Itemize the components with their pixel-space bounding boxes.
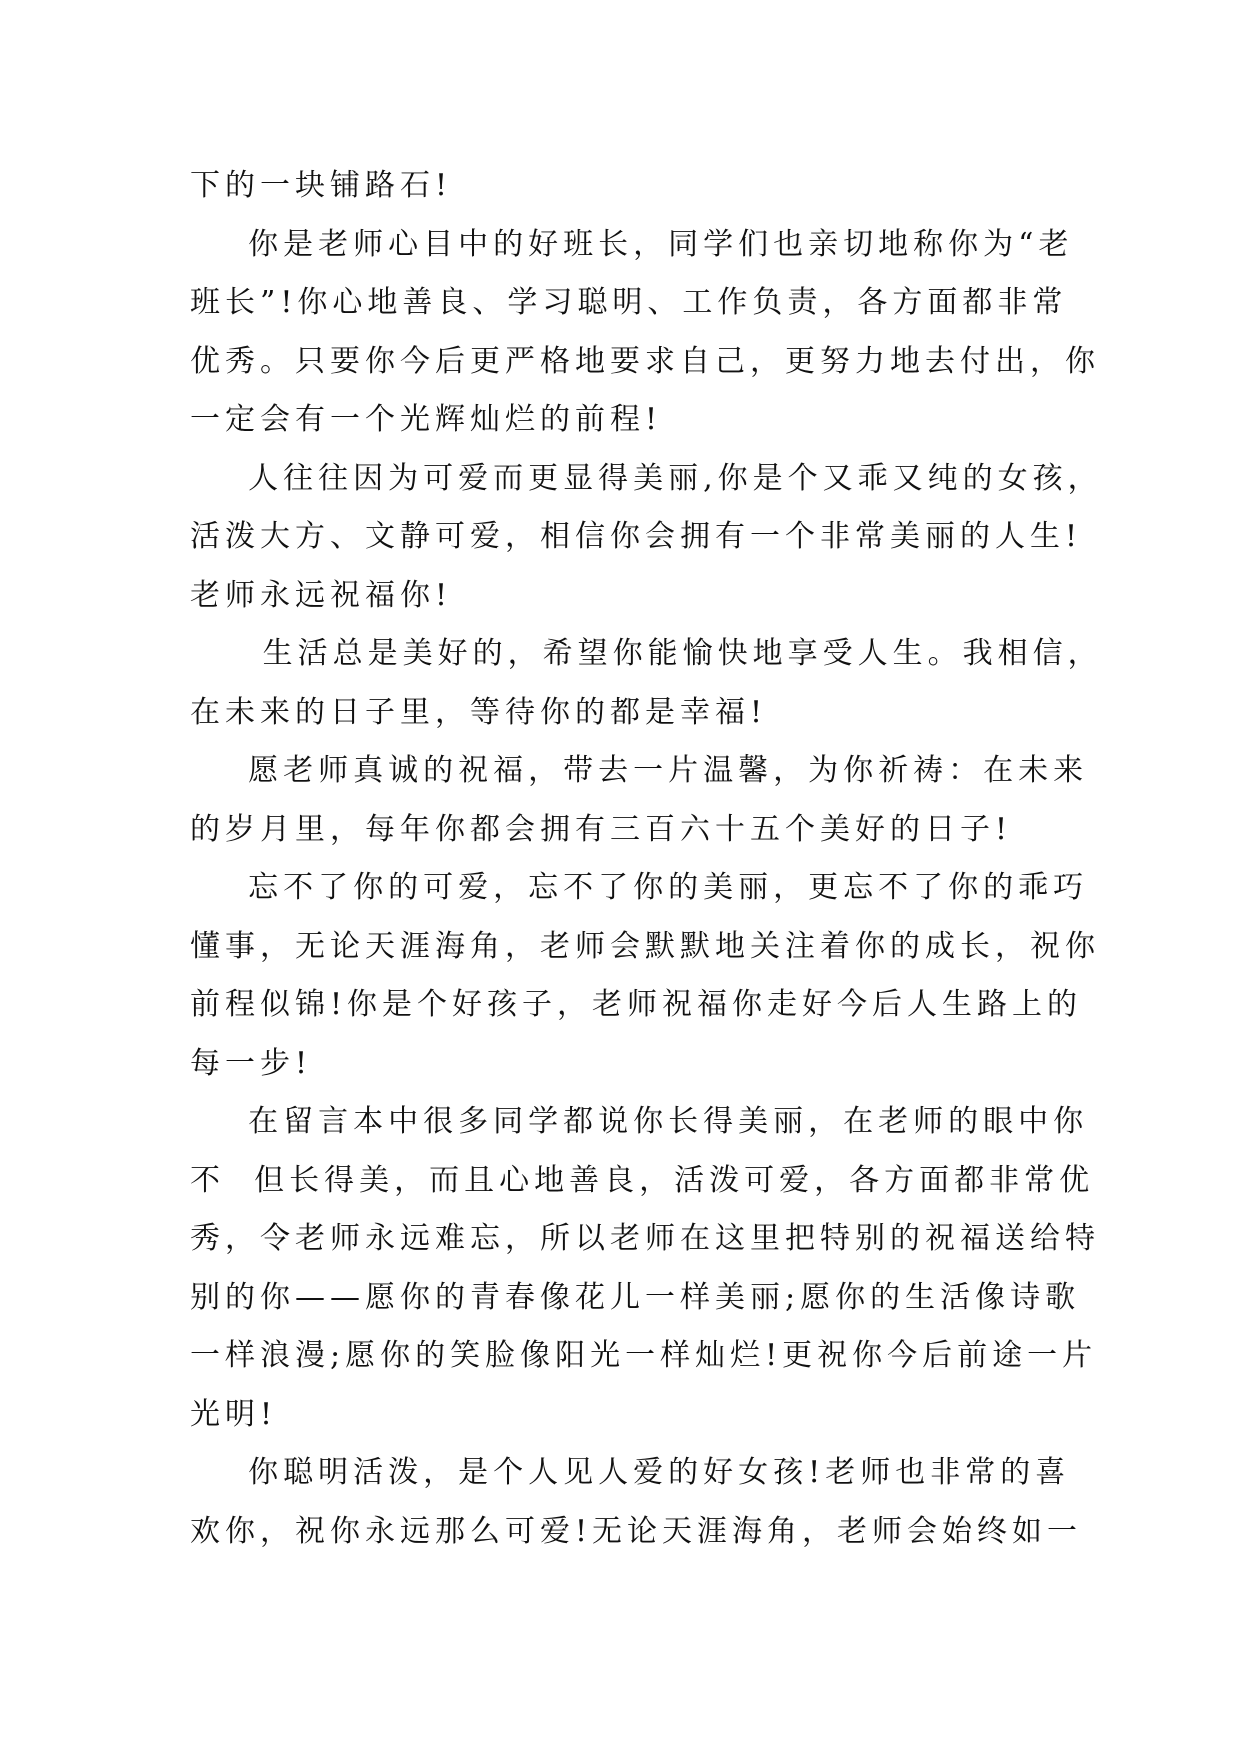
text-line: 懂事，无论天涯海角，老师会默默地关注着你的成长，祝你 xyxy=(190,928,1100,964)
text-line: 前程似锦!你是个好孩子，老师祝福你走好今后人生路上的 xyxy=(190,987,1083,1022)
text-line: 下的一块铺路石! xyxy=(190,168,453,203)
text-line: 班长”!你心地善良、学习聪明、工作负责，各方面都非常 xyxy=(190,285,1068,320)
text-line: 活泼大方、文静可爱，相信你会拥有一个非常美丽的人生! xyxy=(190,519,1083,554)
text-line: 欢你，祝你永远那么可爱!无论天涯海角，老师会始终如一 xyxy=(190,1513,1083,1549)
body-text xyxy=(190,157,1103,1561)
text-line: 一定会有一个光辉灿烂的前程! xyxy=(190,402,663,437)
text-line: 别的你——愿你的青春像花儿一样美丽;愿你的生活像诗歌 xyxy=(190,1279,1081,1315)
text-line: 你是老师心目中的好班长，同学们也亲切地称你为“老 xyxy=(190,226,1074,262)
text-line: 秀，令老师永远难忘，所以老师在这里把特别的祝福送给特 xyxy=(190,1221,1100,1256)
text-line: 忘不了你的可爱，忘不了你的美丽，更忘不了你的乖巧 xyxy=(190,870,1089,905)
text-line: 优秀。只要你今后更严格地要求自己，更努力地去付出，你 xyxy=(190,343,1100,379)
text-line: 在留言本中很多同学都说你长得美丽，在老师的眼中你 xyxy=(190,1104,1089,1139)
text-line: 在未来的日子里，等待你的都是幸福! xyxy=(190,694,768,730)
text-line: 一样浪漫;愿你的笑脸像阳光一样灿烂!更祝你今后前途一片 xyxy=(190,1338,1098,1373)
text-line: 不 但长得美，而且心地善良，活泼可爱，各方面都非常优 xyxy=(190,1162,1095,1198)
text-line: 每一步! xyxy=(190,1045,313,1081)
text-line: 光明! xyxy=(190,1396,278,1432)
text-line: 老师永远祝福你! xyxy=(190,577,453,613)
text-line: 愿老师真诚的祝福，带去一片温馨，为你祈祷：在未来 xyxy=(190,753,1089,788)
text-line: 你聪明活泼，是个人见人爱的好女孩!老师也非常的喜 xyxy=(190,1455,1071,1490)
text-line: 生活总是美好的，希望你能愉快地享受人生。我相信， xyxy=(190,636,1103,671)
text-line: 人往往因为可爱而更显得美丽,你是个又乖又纯的女孩， xyxy=(190,460,1103,496)
text-line: 的岁月里，每年你都会拥有三百六十五个美好的日子! xyxy=(190,811,1013,847)
